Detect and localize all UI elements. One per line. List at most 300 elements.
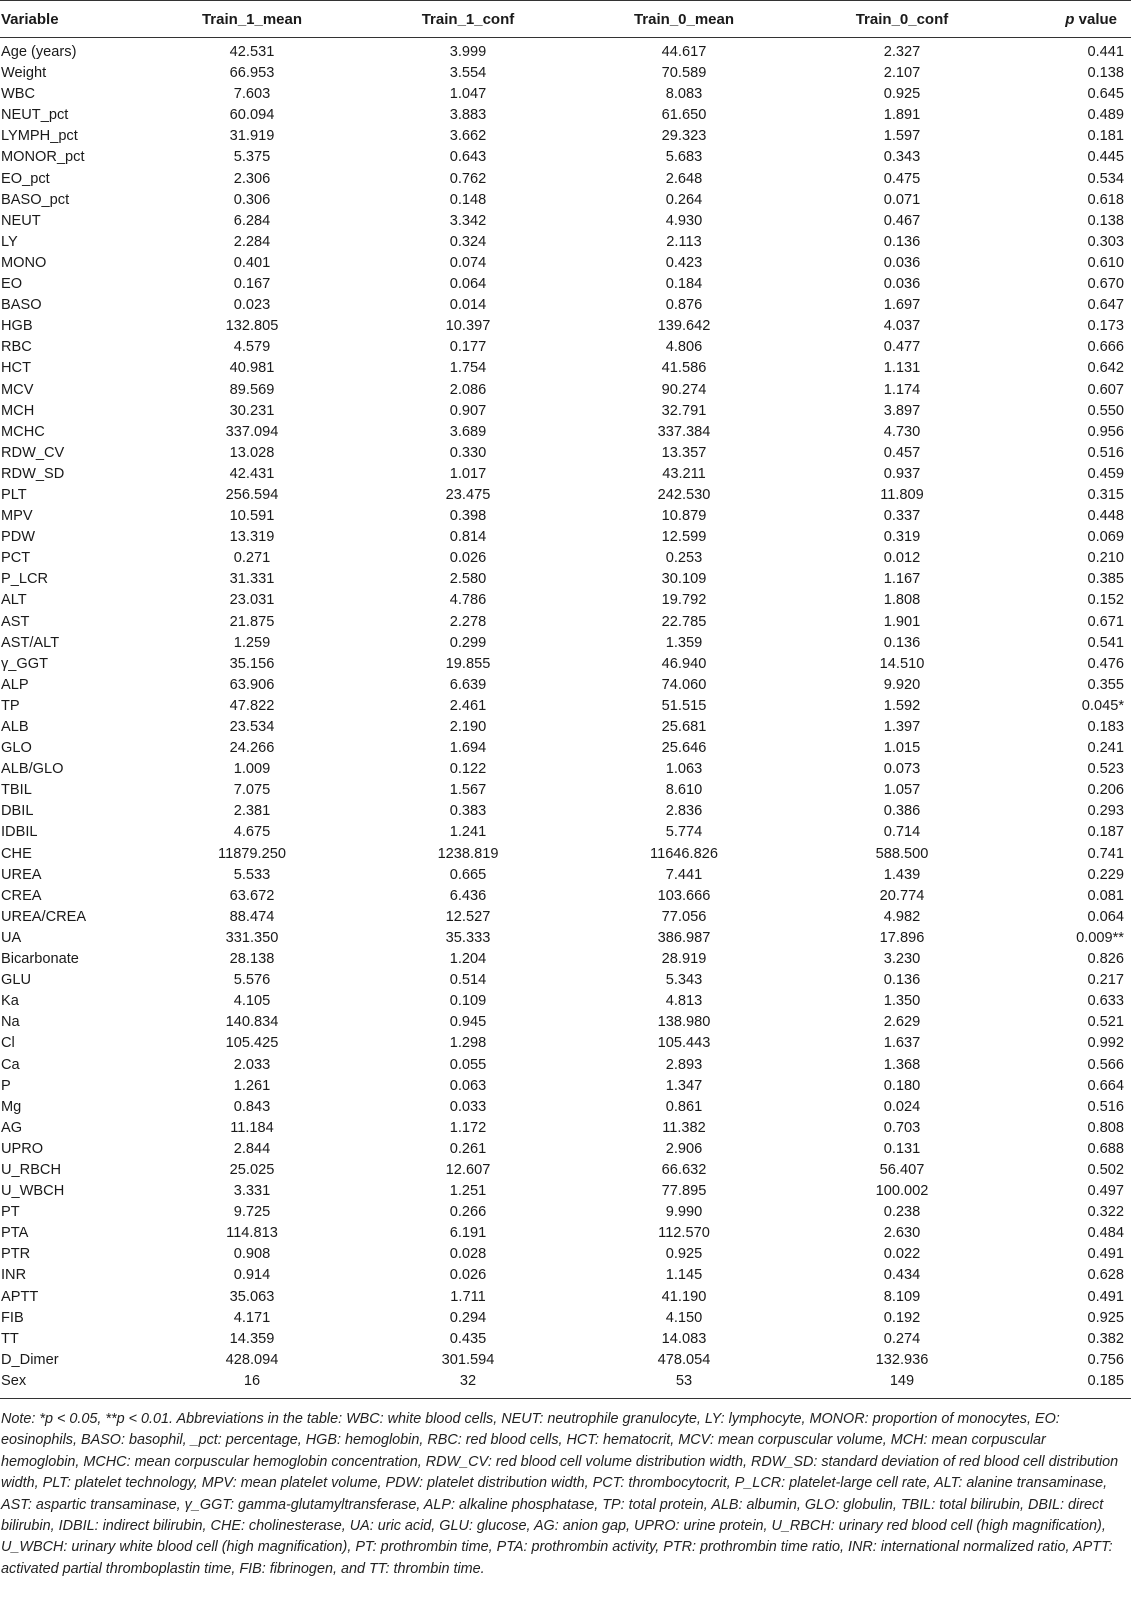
cell-p-value: 0.064 (1087, 908, 1124, 925)
cell-train-1-mean: 0.023 (233, 297, 271, 314)
cell-variable: WBC (1, 86, 36, 103)
table-row (0, 84, 1131, 105)
cell-train-1-conf: 12.607 (445, 1161, 491, 1178)
cell-train-1-mean: 0.401 (233, 254, 271, 271)
cell-train-0-conf: 0.467 (883, 212, 921, 229)
cell-p-value: 0.293 (1087, 803, 1124, 820)
cell-train-1-conf: 3.554 (449, 65, 487, 82)
cell-p-value: 0.217 (1087, 972, 1124, 989)
table-row (0, 527, 1131, 548)
table-row (0, 654, 1131, 675)
cell-p-value: 0.534 (1087, 170, 1124, 187)
cell-train-0-mean: 41.190 (661, 1288, 707, 1305)
cell-variable: MPV (1, 508, 33, 525)
table-row (0, 886, 1131, 907)
cell-train-1-mean: 337.094 (225, 423, 279, 440)
cell-p-value: 0.315 (1087, 486, 1124, 503)
cell-p-value: 0.303 (1087, 233, 1124, 250)
table-row (0, 169, 1131, 190)
cell-train-0-mean: 29.323 (661, 128, 707, 145)
cell-train-0-conf: 1.350 (883, 993, 921, 1010)
cell-train-0-mean: 0.253 (665, 550, 703, 567)
cell-train-1-mean: 0.914 (233, 1267, 271, 1284)
cell-p-value: 0.497 (1087, 1183, 1124, 1200)
table-row (0, 1055, 1131, 1076)
cell-train-1-conf: 0.063 (449, 1077, 487, 1094)
cell-train-1-mean: 42.531 (229, 44, 275, 60)
cell-train-0-conf: 4.730 (883, 423, 921, 440)
cell-train-1-conf: 1.298 (449, 1035, 487, 1052)
cell-train-1-conf: 2.278 (449, 613, 487, 630)
table-row (0, 464, 1131, 485)
cell-train-1-mean: 28.138 (229, 951, 275, 968)
cell-train-0-mean: 5.774 (665, 824, 703, 841)
table-row (0, 358, 1131, 379)
table-row (0, 717, 1131, 738)
cell-variable: NEUT (1, 212, 41, 229)
cell-p-value: 0.566 (1087, 1056, 1124, 1073)
cell-train-1-mean: 5.576 (233, 972, 271, 989)
table-row (0, 569, 1131, 590)
cell-train-1-mean: 35.063 (229, 1288, 275, 1305)
cell-variable: CREA (1, 887, 42, 904)
cell-variable: UREA (1, 866, 42, 883)
cell-variable: MCH (1, 402, 35, 419)
cell-train-1-mean: 2.381 (233, 803, 271, 820)
cell-p-value: 0.521 (1087, 1014, 1124, 1031)
cell-train-0-conf: 0.180 (883, 1077, 921, 1094)
table-row (0, 443, 1131, 464)
table-row (0, 675, 1131, 696)
cell-variable: PTR (1, 1246, 31, 1263)
cell-train-0-mean: 0.861 (665, 1098, 703, 1115)
cell-train-1-conf: 0.122 (449, 761, 487, 778)
cell-train-1-conf: 1.172 (449, 1119, 487, 1136)
cell-variable: Ka (1, 993, 19, 1010)
table-row (0, 147, 1131, 168)
cell-train-0-conf: 1.637 (883, 1035, 921, 1052)
cell-train-0-mean: 4.806 (665, 339, 703, 356)
cell-train-0-mean: 103.666 (657, 887, 711, 904)
table-row (0, 1371, 1131, 1399)
cell-train-0-conf: 1.015 (883, 740, 921, 757)
cell-variable: ALB/GLO (1, 761, 64, 778)
cell-train-1-conf: 3.883 (449, 107, 487, 124)
cell-train-1-conf: 0.026 (449, 550, 487, 567)
cell-train-0-conf: 8.109 (883, 1288, 921, 1305)
cell-train-1-mean: 13.319 (229, 529, 275, 546)
cell-train-0-conf: 0.073 (883, 761, 921, 778)
cell-train-0-mean: 2.836 (665, 803, 703, 820)
cell-train-0-conf: 0.703 (883, 1119, 921, 1136)
cell-train-1-conf: 2.580 (449, 571, 487, 588)
cell-train-0-mean: 14.083 (661, 1330, 707, 1347)
cell-train-1-conf: 0.398 (449, 508, 487, 525)
cell-train-0-mean: 77.895 (661, 1183, 707, 1200)
table-row (0, 1160, 1131, 1181)
cell-train-0-conf: 0.071 (883, 191, 921, 208)
cell-train-0-conf: 17.896 (879, 929, 925, 946)
table-row (0, 1181, 1131, 1202)
cell-train-1-mean: 66.953 (229, 65, 275, 82)
cell-train-1-conf: 12.527 (445, 908, 491, 925)
cell-train-1-mean: 6.284 (233, 212, 271, 229)
cell-train-0-mean: 90.274 (661, 381, 707, 398)
cell-train-1-conf: 0.109 (449, 993, 487, 1010)
cell-train-0-mean: 5.683 (665, 149, 703, 166)
cell-variable: PCT (1, 550, 31, 567)
cell-p-value: 0.069 (1087, 529, 1124, 546)
cell-train-0-mean: 0.184 (665, 276, 703, 293)
cell-train-1-conf: 0.064 (449, 276, 487, 293)
cell-train-1-mean: 9.725 (233, 1204, 271, 1221)
table-row (0, 274, 1131, 295)
cell-train-0-conf: 4.037 (883, 318, 921, 335)
cell-p-value: 0.516 (1087, 444, 1124, 461)
cell-train-0-conf: 0.714 (883, 824, 921, 841)
cell-train-0-mean: 11.382 (662, 1119, 706, 1136)
table-row (0, 612, 1131, 633)
table-row (0, 211, 1131, 232)
cell-train-0-mean: 0.876 (665, 297, 703, 314)
cell-train-1-mean: 4.105 (233, 993, 271, 1010)
table-row (0, 401, 1131, 422)
table-row (0, 907, 1131, 928)
cell-p-value: 0.385 (1087, 571, 1124, 588)
cell-variable: Na (1, 1014, 20, 1031)
cell-train-1-mean: 256.594 (225, 486, 279, 503)
cell-train-1-mean: 88.474 (229, 908, 275, 925)
cell-train-0-conf: 0.036 (883, 254, 921, 271)
cell-train-0-conf: 0.136 (883, 972, 921, 989)
cell-train-1-mean: 1.259 (233, 634, 271, 651)
cell-train-0-conf: 0.434 (883, 1267, 921, 1284)
cell-train-0-conf: 0.386 (883, 803, 921, 820)
cell-train-0-conf: 2.629 (883, 1014, 921, 1031)
cell-train-0-conf: 1.597 (883, 128, 921, 145)
header-p-value (1020, 1, 1131, 38)
cell-train-0-mean: 22.785 (661, 613, 707, 630)
cell-p-value: 0.956 (1087, 423, 1124, 440)
cell-p-value: 0.664 (1087, 1077, 1124, 1094)
cell-variable: GLU (1, 972, 32, 989)
table-row (0, 801, 1131, 822)
cell-p-value: 0.925 (1087, 1309, 1124, 1326)
header-p-letter: p (1065, 10, 1075, 28)
cell-train-1-mean: 331.350 (225, 929, 279, 946)
cell-variable: UREA/CREA (1, 908, 87, 925)
cell-train-0-conf: 1.808 (883, 592, 921, 609)
cell-train-1-mean: 13.028 (229, 444, 275, 461)
cell-train-0-mean: 2.893 (665, 1056, 703, 1073)
cell-variable: Sex (0, 1371, 152, 1399)
cell-variable: Cl (1, 1035, 15, 1052)
cell-p-value: 0.541 (1087, 634, 1124, 651)
cell-train-1-conf: 1.204 (449, 951, 487, 968)
cell-p-value: 0.441 (1087, 44, 1124, 60)
cell-p-value: 0.045* (1081, 697, 1124, 714)
cell-train-1-mean: 60.094 (229, 107, 275, 124)
cell-train-0-conf: 9.920 (883, 676, 921, 693)
cell-train-1-mean: 105.425 (225, 1035, 279, 1052)
cell-p-value: 0.670 (1087, 276, 1124, 293)
cell-train-1-conf: 0.762 (449, 170, 487, 187)
cell-train-0-mean: 43.211 (662, 465, 706, 482)
header-p-rest: value (1074, 10, 1117, 28)
cell-variable: U_WBCH (1, 1183, 65, 1200)
cell-p-value: 0.607 (1087, 381, 1124, 398)
cell-variable: EO (1, 276, 23, 293)
cell-train-1-conf: 0.033 (449, 1098, 487, 1115)
cell-train-0-conf: 1.167 (883, 571, 921, 588)
cell-train-1-conf: 6.639 (449, 676, 487, 693)
cell-train-1-conf: 0.014 (449, 297, 487, 314)
header-variable: Variable (0, 1, 152, 38)
table-row (0, 696, 1131, 717)
cell-variable: ALP (1, 676, 29, 693)
cell-train-0-mean: 386.987 (657, 929, 711, 946)
table-row (0, 780, 1131, 801)
cell-train-0-mean: 1.347 (665, 1077, 703, 1094)
cell-train-0-conf: 0.024 (883, 1098, 921, 1115)
cell-variable: LYMPH_pct (1, 128, 78, 145)
cell-train-1-conf: 0.148 (449, 191, 487, 208)
cell-variable: INR (1, 1267, 27, 1284)
cell-p-value: 0.382 (1087, 1330, 1124, 1347)
cell-train-0-conf: 0.274 (883, 1330, 921, 1347)
cell-variable: EO_pct (1, 170, 50, 187)
cell-train-1-mean: 132.805 (225, 318, 279, 335)
cell-train-1-conf: 0.261 (449, 1140, 487, 1157)
cell-train-1-conf: 0.435 (449, 1330, 487, 1347)
cell-train-1-mean: 0.306 (233, 191, 271, 208)
cell-variable: P_LCR (1, 571, 49, 588)
cell-variable: CHE (1, 845, 32, 862)
cell-train-0-conf: 0.475 (883, 170, 921, 187)
cell-variable: DBIL (1, 803, 34, 820)
cell-train-0-conf: 2.107 (883, 65, 921, 82)
cell-train-0-mean: 478.054 (657, 1351, 711, 1368)
cell-train-1-mean: 63.672 (229, 887, 275, 904)
cell-train-0-mean: 70.589 (661, 65, 707, 82)
table-row (0, 253, 1131, 274)
cell-variable: AST/ALT (1, 634, 60, 651)
table-row (0, 337, 1131, 358)
cell-train-0-mean: 46.940 (661, 655, 707, 672)
table-row (0, 865, 1131, 886)
cell-train-1-conf: 0.514 (449, 972, 487, 989)
cell-train-0-conf: 3.897 (883, 402, 921, 419)
cell-p-value: 0.009** (1076, 929, 1124, 946)
cell-p-value: 0.476 (1087, 655, 1124, 672)
cell-p-value: 0.666 (1087, 339, 1124, 356)
cell-p-value: 0.808 (1087, 1119, 1124, 1136)
cell-variable: TBIL (1, 782, 32, 799)
cell-train-1-mean: 16 (152, 1371, 352, 1399)
table-row (0, 422, 1131, 443)
cell-train-0-mean: 10.879 (661, 508, 707, 525)
cell-train-1-mean: 4.675 (233, 824, 271, 841)
table-row (0, 970, 1131, 991)
cell-train-0-conf: 1.891 (883, 107, 921, 124)
cell-train-0-conf: 0.036 (883, 276, 921, 293)
cell-p-value: 0.173 (1087, 318, 1124, 335)
cell-train-0-conf: 588.500 (875, 845, 929, 862)
cell-train-0-conf: 4.982 (883, 908, 921, 925)
cell-train-1-mean: 14.359 (229, 1330, 275, 1347)
cell-p-value: 0.138 (1087, 65, 1124, 82)
cell-train-1-conf: 1238.819 (437, 845, 499, 862)
cell-train-0-mean: 4.930 (665, 212, 703, 229)
cell-variable: U_RBCH (1, 1161, 62, 1178)
cell-train-1-conf: 10.397 (445, 318, 491, 335)
cell-train-1-conf: 1.017 (449, 465, 487, 482)
cell-variable: LY (1, 233, 18, 250)
cell-variable: TT (1, 1330, 19, 1347)
cell-train-0-conf: 1.697 (883, 297, 921, 314)
cell-p-value: 0.618 (1087, 191, 1124, 208)
cell-variable: GLO (1, 740, 32, 757)
cell-train-0-mean: 2.113 (666, 233, 702, 250)
cell-train-1-mean: 2.284 (233, 233, 271, 250)
cell-train-0-mean: 25.681 (661, 719, 707, 735)
cell-variable: PTA (1, 1225, 29, 1242)
cell-train-1-conf: 3.999 (449, 44, 487, 60)
cell-p-value: 0.671 (1087, 613, 1124, 630)
cell-train-0-conf: 1.592 (883, 697, 921, 714)
cell-train-0-mean: 4.150 (665, 1309, 703, 1326)
cell-p-value: 0.642 (1087, 360, 1124, 377)
cell-train-1-mean: 0.271 (233, 550, 271, 567)
cell-train-0-conf: 0.477 (883, 339, 921, 356)
cell-variable: HCT (1, 360, 31, 377)
table-header-row (0, 1, 1131, 38)
cell-train-1-mean: 31.331 (229, 571, 275, 588)
cell-train-0-conf: 149 (784, 1371, 1020, 1399)
cell-train-0-mean: 19.792 (661, 592, 707, 609)
cell-train-1-conf: 1.694 (449, 740, 487, 757)
table-row (0, 295, 1131, 316)
table-row (0, 1202, 1131, 1223)
cell-train-1-mean: 3.331 (233, 1183, 271, 1200)
cell-train-0-mean: 8.083 (665, 86, 703, 103)
cell-train-1-mean: 1.009 (233, 761, 271, 778)
cell-train-1-mean: 0.167 (233, 276, 271, 293)
cell-train-1-mean: 2.306 (233, 170, 271, 187)
table-row (0, 485, 1131, 506)
table-row (0, 822, 1131, 843)
cell-p-value: 0.992 (1087, 1035, 1124, 1052)
cell-train-0-mean: 66.632 (661, 1161, 707, 1178)
cell-p-value: 0.241 (1087, 740, 1124, 757)
cell-train-0-mean: 41.586 (661, 360, 707, 377)
cell-p-value: 0.489 (1087, 107, 1124, 124)
cell-p-value: 0.187 (1087, 824, 1124, 841)
cell-train-0-mean: 11646.826 (650, 845, 718, 862)
cell-p-value: 0.523 (1087, 761, 1124, 778)
cell-variable: FIB (1, 1309, 24, 1326)
cell-train-1-mean: 11.184 (230, 1119, 274, 1136)
cell-train-1-conf: 301.594 (441, 1351, 495, 1368)
cell-p-value: 0.550 (1087, 402, 1124, 419)
cell-train-1-conf: 3.342 (449, 212, 487, 229)
cell-train-1-mean: 428.094 (225, 1351, 279, 1368)
cell-train-1-conf: 0.814 (449, 529, 487, 546)
cell-train-0-mean: 337.384 (657, 423, 711, 440)
cell-train-0-conf: 0.457 (883, 444, 921, 461)
cell-train-1-mean: 23.031 (229, 592, 275, 609)
cell-p-value: 0.181 (1087, 128, 1124, 145)
cell-variable: PDW (1, 529, 36, 546)
cell-variable: MCV (1, 381, 34, 398)
table-row (0, 126, 1131, 147)
table-row (0, 1223, 1131, 1244)
cell-train-0-conf: 20.774 (879, 887, 925, 904)
cell-train-0-conf: 132.936 (875, 1351, 929, 1368)
cell-train-1-mean: 24.266 (229, 740, 275, 757)
table-row (0, 380, 1131, 401)
cell-train-1-mean: 2.844 (233, 1140, 271, 1157)
table-row (0, 105, 1131, 126)
cell-train-0-mean: 51.515 (661, 697, 707, 714)
cell-train-0-mean: 2.906 (665, 1140, 703, 1157)
cell-train-1-conf: 19.855 (445, 655, 491, 672)
cell-train-1-conf: 0.907 (449, 402, 487, 419)
cell-variable: Weight (1, 65, 47, 82)
cell-train-1-conf: 6.191 (449, 1225, 487, 1242)
cell-train-1-conf: 1.047 (449, 86, 487, 103)
cell-variable: BASO (1, 297, 42, 314)
cell-train-1-mean: 47.822 (229, 697, 275, 714)
table-row (0, 548, 1131, 569)
cell-train-0-mean: 61.650 (661, 107, 707, 124)
cell-variable: RDW_CV (1, 444, 65, 461)
cell-train-1-mean: 0.843 (233, 1098, 271, 1115)
cell-train-1-mean: 5.533 (233, 866, 271, 883)
cell-train-0-mean: 112.570 (658, 1225, 710, 1242)
cell-train-1-conf: 1.754 (449, 360, 487, 377)
cell-train-0-conf: 1.174 (883, 381, 921, 398)
cell-train-1-conf: 0.026 (449, 1267, 487, 1284)
cell-variable: ALB (1, 719, 29, 735)
cell-train-0-mean: 30.109 (661, 571, 707, 588)
cell-p-value: 0.491 (1087, 1246, 1124, 1263)
cell-train-0-mean: 77.056 (661, 908, 707, 925)
cell-train-0-conf: 0.131 (883, 1140, 921, 1157)
cell-variable: D_Dimer (1, 1351, 59, 1368)
table-row (0, 590, 1131, 611)
cell-train-0-mean: 53 (584, 1371, 784, 1399)
cell-train-0-mean: 25.646 (661, 740, 707, 757)
cell-train-1-mean: 140.834 (225, 1014, 279, 1031)
cell-train-1-mean: 31.919 (229, 128, 275, 145)
cell-variable: UPRO (1, 1140, 44, 1157)
table-row (0, 1350, 1131, 1371)
cell-train-0-conf: 14.510 (879, 655, 925, 672)
cell-train-1-conf: 0.294 (449, 1309, 487, 1326)
cell-train-1-conf: 2.461 (449, 697, 487, 714)
cell-train-0-mean: 5.343 (665, 972, 703, 989)
table-row (0, 1097, 1131, 1118)
cell-train-1-mean: 7.603 (233, 86, 271, 103)
table-row (0, 1265, 1131, 1286)
table-row (0, 844, 1131, 865)
cell-p-value: 0.516 (1087, 1098, 1124, 1115)
cell-train-0-mean: 4.813 (665, 993, 703, 1010)
cell-train-0-conf: 1.901 (883, 613, 921, 630)
cell-train-1-mean: 42.431 (229, 465, 275, 482)
cell-train-1-conf: 35.333 (445, 929, 491, 946)
